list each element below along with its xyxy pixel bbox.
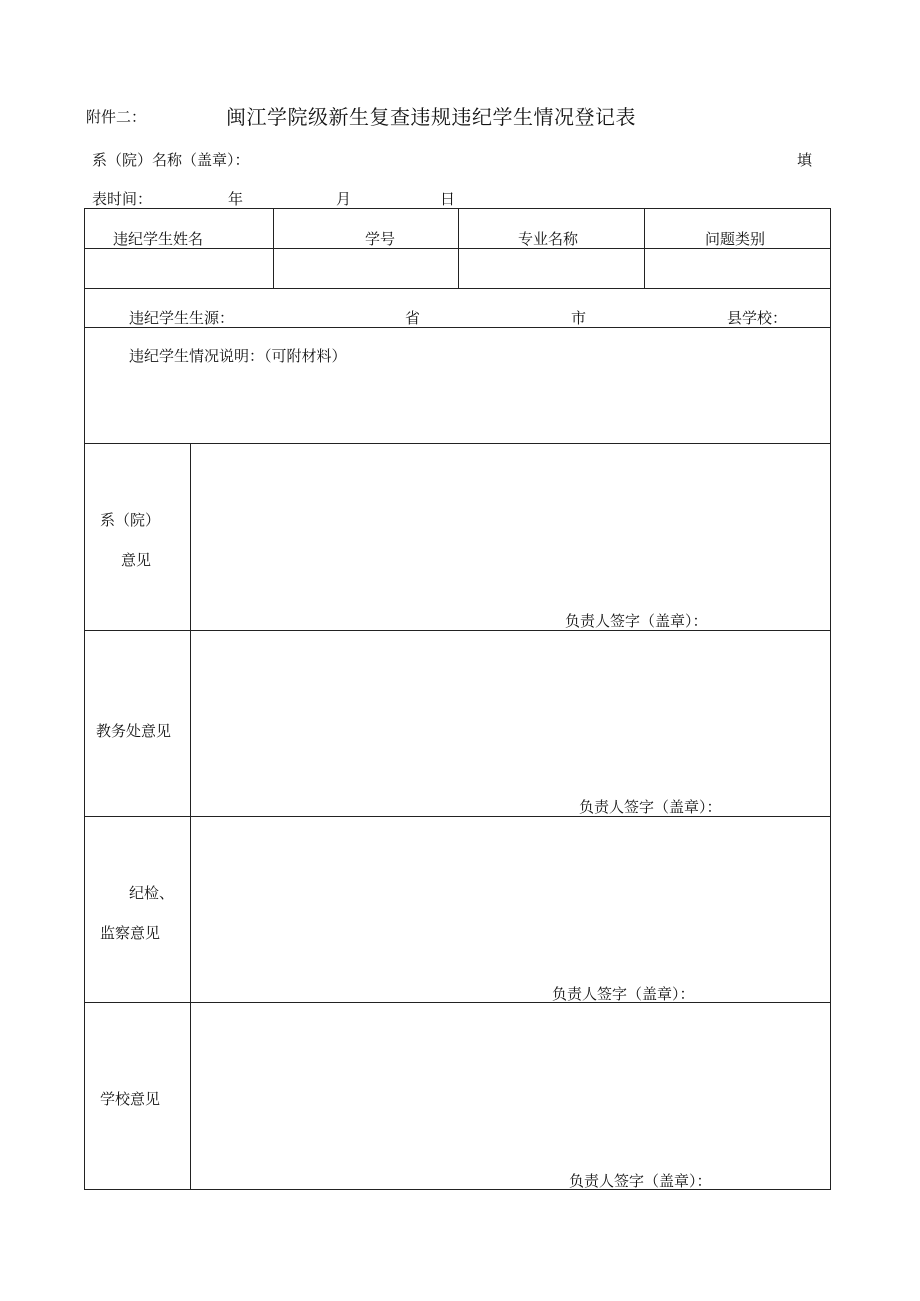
discipline-opinion-label: 纪检、	[129, 884, 175, 902]
column-header-issue-type: 问题类别	[705, 230, 766, 248]
column-header-major: 专业名称	[518, 230, 579, 248]
day-label: 日	[440, 190, 456, 208]
student-name-cell[interactable]	[87, 251, 271, 285]
row-divider	[85, 288, 830, 289]
academic-affairs-signature-label: 负责人签字（盖章）：	[579, 798, 722, 816]
column-divider	[273, 209, 274, 288]
dept-opinion-label: 系（院）	[100, 511, 161, 529]
city-label: 市	[571, 309, 587, 327]
attachment-label: 附件二：	[86, 108, 147, 126]
major-cell[interactable]	[460, 251, 642, 285]
column-header-student-id: 学号	[365, 230, 396, 248]
fill-time-label: 表时间：	[92, 190, 153, 208]
issue-type-cell[interactable]	[646, 251, 828, 285]
registration-form-table	[84, 208, 831, 1190]
opinion-label-divider	[190, 443, 191, 1190]
dept-signature-label: 负责人签字（盖章）：	[565, 612, 708, 630]
row-divider	[85, 443, 830, 444]
province-label: 省	[405, 309, 421, 327]
fill-label: 填	[797, 151, 813, 169]
dept-name-label: 系（院）名称（盖章）：	[92, 151, 250, 169]
column-divider	[644, 209, 645, 288]
row-divider	[85, 630, 830, 631]
county-school-label: 县学校：	[727, 309, 788, 327]
column-header-name: 违纪学生姓名	[113, 230, 204, 248]
column-divider	[458, 209, 459, 288]
dept-opinion-label-line2: 意见	[121, 551, 152, 569]
student-source-label: 违纪学生生源：	[129, 309, 235, 327]
discipline-signature-label: 负责人签字（盖章）：	[552, 985, 695, 1003]
month-label: 月	[336, 190, 352, 208]
year-label: 年	[228, 190, 244, 208]
student-id-cell[interactable]	[275, 251, 456, 285]
form-title: 闽江学院级新生复查违规违纪学生情况登记表	[226, 105, 636, 129]
discipline-opinion-label-line2: 监察意见	[100, 924, 161, 942]
situation-description-label: 违纪学生情况说明：（可附材料）	[129, 347, 347, 365]
school-opinion-label: 学校意见	[100, 1090, 161, 1108]
row-divider	[85, 1002, 830, 1003]
academic-affairs-opinion-label: 教务处意见	[96, 722, 172, 740]
school-signature-label: 负责人签字（盖章）：	[569, 1172, 712, 1190]
